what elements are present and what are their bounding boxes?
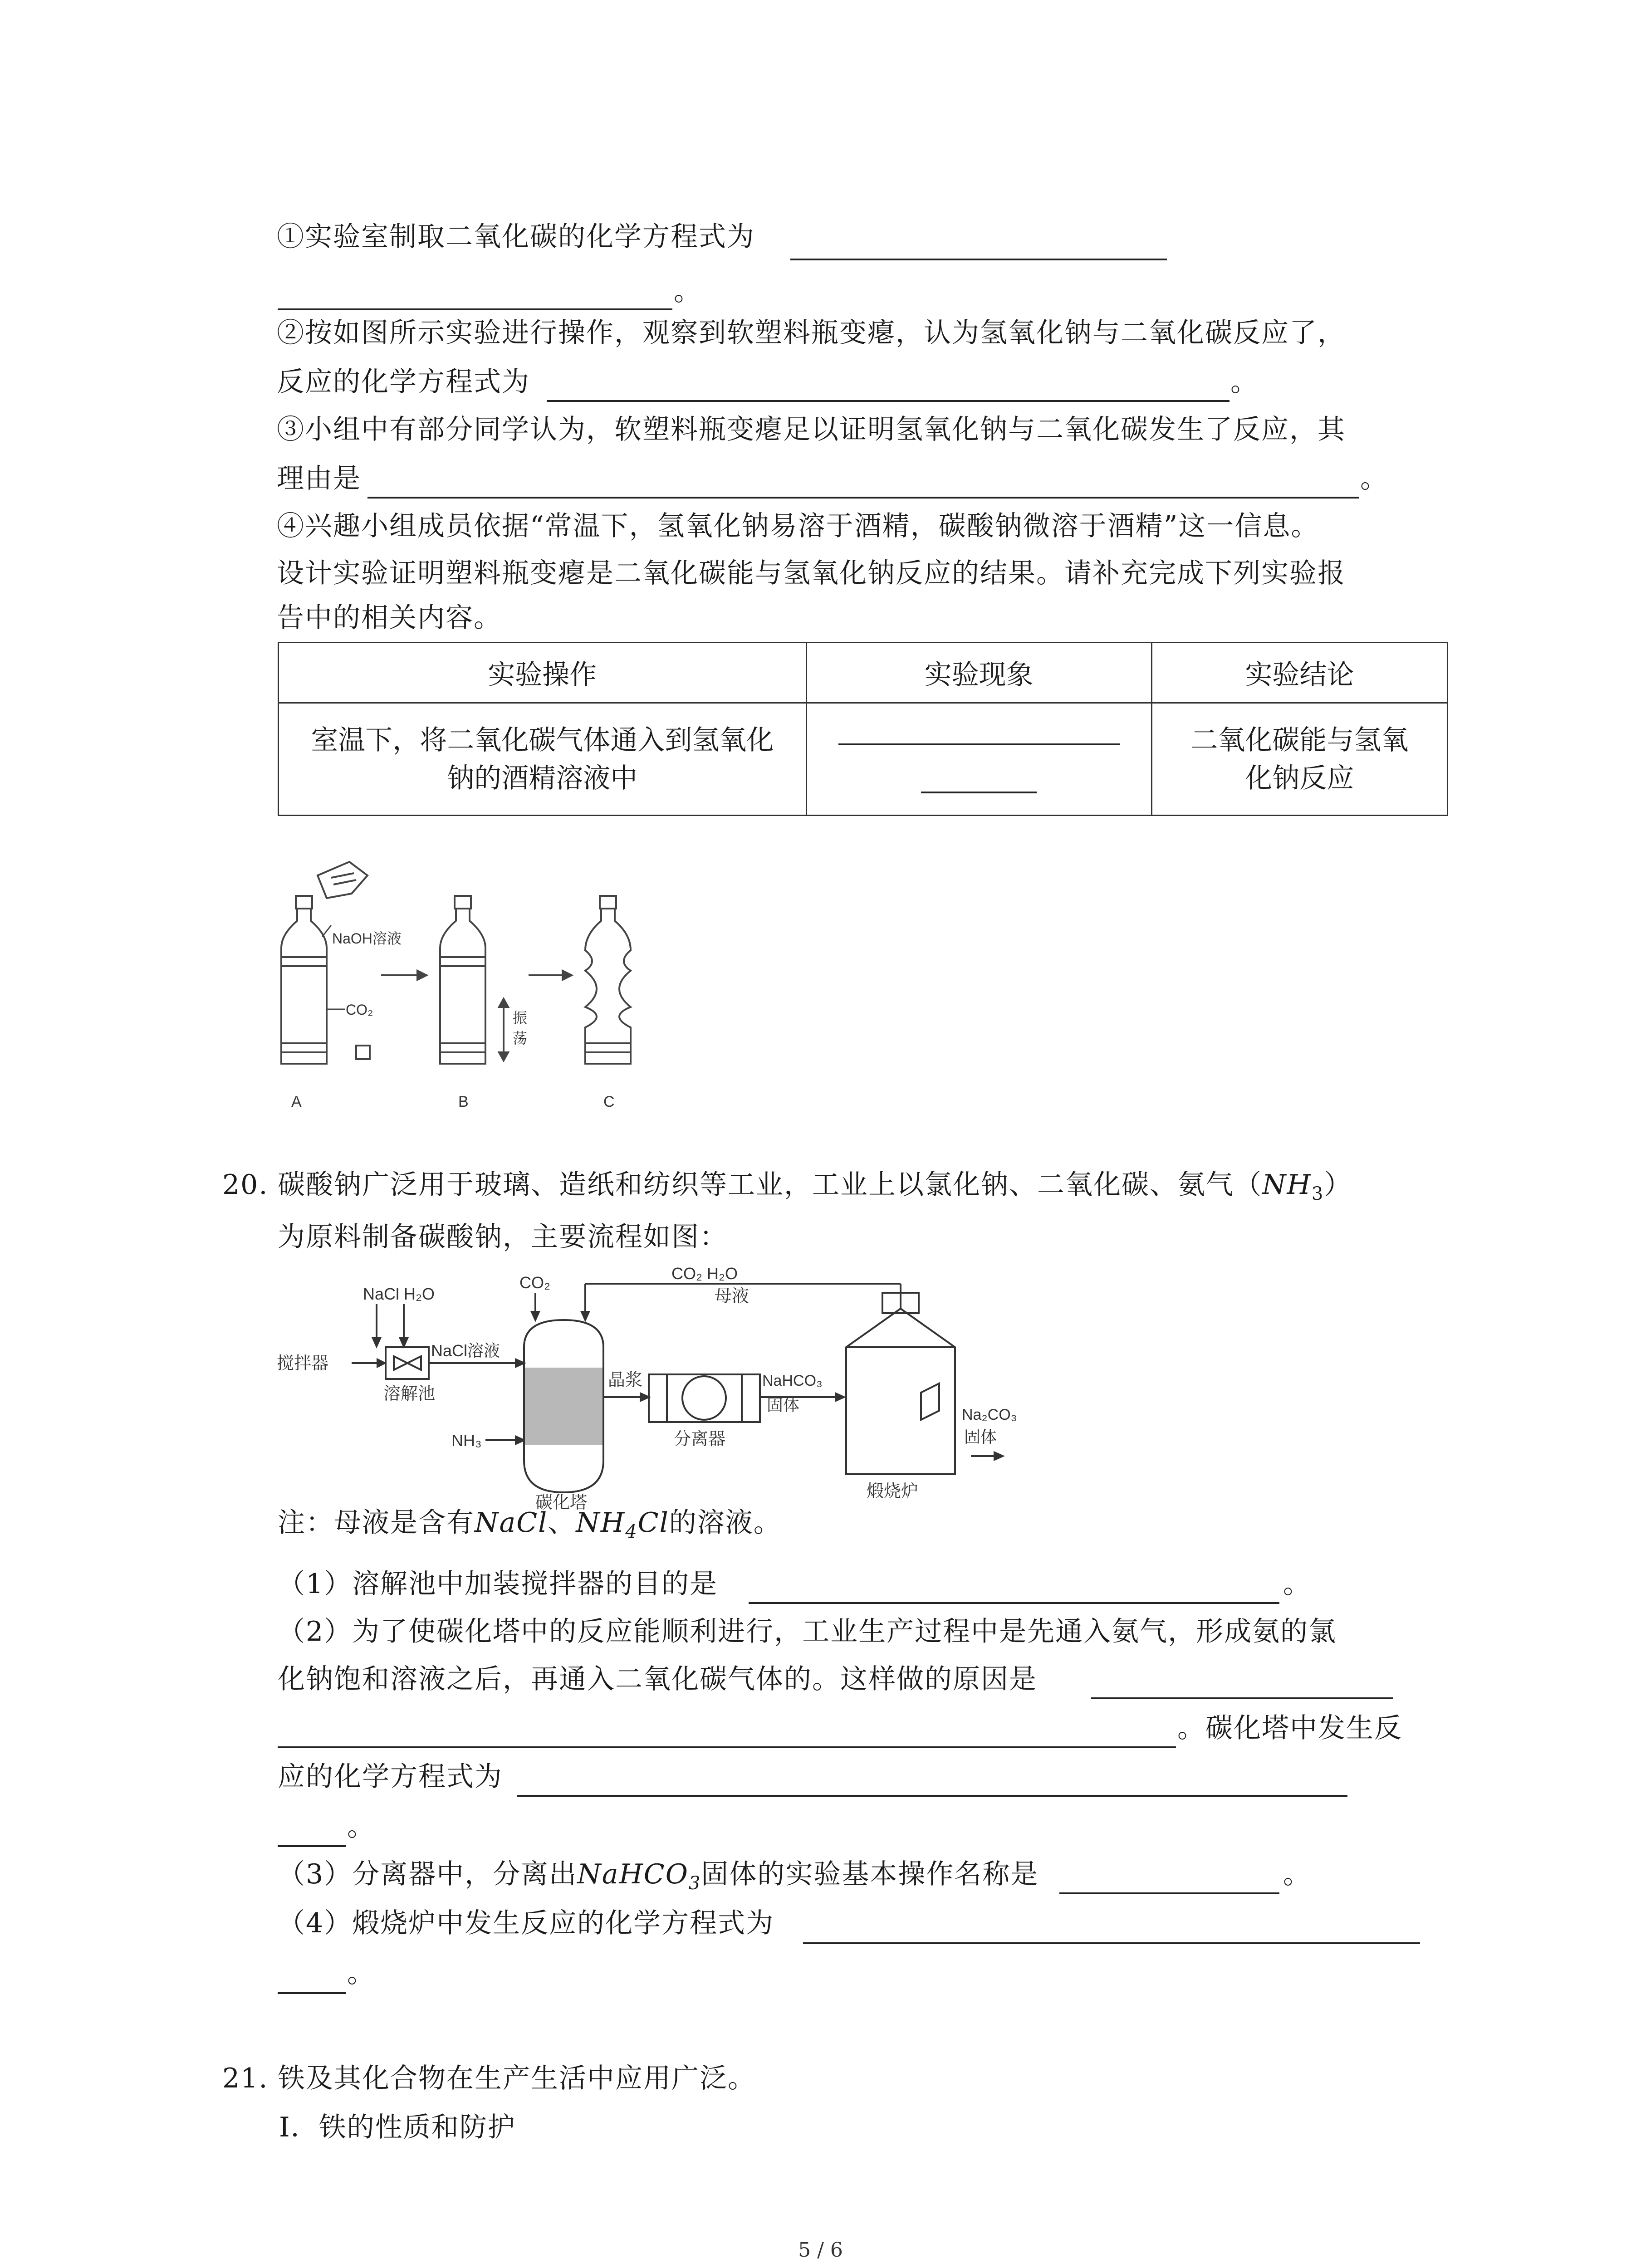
q20-intro-paren: ） bbox=[1324, 1169, 1352, 1201]
answer-blank-1[interactable] bbox=[790, 259, 1167, 260]
beaker-icon bbox=[318, 862, 367, 898]
nacl-solution-label: NaCl溶液 bbox=[431, 1341, 500, 1360]
answer-blank-s2b[interactable] bbox=[278, 1746, 1176, 1748]
answer-blank-s4a[interactable] bbox=[803, 1942, 1420, 1944]
experiment-report-table bbox=[278, 642, 1448, 816]
mother-liquor-label: 母液 bbox=[715, 1287, 749, 1306]
co2-label: CO₂ bbox=[346, 1002, 373, 1018]
q20-note bbox=[278, 1504, 782, 1551]
conclusion-line2: 化钠反应 bbox=[1245, 762, 1354, 794]
answer-blank-3[interactable] bbox=[367, 497, 1359, 499]
naoh-label: NaOH溶液 bbox=[332, 930, 402, 947]
answer-blank-s4b[interactable] bbox=[278, 1992, 346, 1994]
q20-sub3 bbox=[278, 1855, 1038, 1902]
answer-blank-s2d[interactable] bbox=[278, 1845, 346, 1847]
dissolve-pool-label: 溶解池 bbox=[383, 1384, 436, 1403]
bottle-a-icon bbox=[281, 896, 327, 1064]
cell-phenomenon[interactable] bbox=[806, 703, 1151, 816]
note-separator: 、 bbox=[548, 1507, 576, 1539]
bottle-b-icon bbox=[440, 896, 485, 1064]
header-conclusion: 实验结论 bbox=[1151, 643, 1447, 703]
bottle-c-crushed-icon bbox=[585, 896, 631, 1064]
q21-number: 21. bbox=[222, 2063, 269, 2094]
header-phenomenon: 实验现象 bbox=[806, 643, 1151, 703]
label-b: B bbox=[458, 1093, 469, 1110]
nahco3-formula: NaHCO bbox=[577, 1858, 689, 1890]
cell-operation bbox=[279, 703, 807, 816]
nahco3-subscript: 3 bbox=[688, 1873, 701, 1894]
co2-in-label: CO₂ bbox=[519, 1273, 550, 1292]
q19-part4-line2: 设计实验证明塑料瓶变瘪是二氧化碳能与氢氧化钠反应的结果。请补充完成下列实验报 bbox=[277, 557, 1346, 589]
q20-sub4: （4）煅烧炉中发生反应的化学方程式为 bbox=[278, 1907, 774, 1939]
na2co3-label: Na₂CO₃ bbox=[962, 1406, 1017, 1423]
nh4cl-formula-a: NH bbox=[576, 1507, 626, 1539]
nahco3-label: NaHCO₃ bbox=[762, 1372, 823, 1389]
separator-icon bbox=[649, 1374, 760, 1422]
period: 。 bbox=[1360, 463, 1388, 494]
q19-part3-line1: ③小组中有部分同学认为，软塑料瓶变瘪足以证明氢氧化钠与二氧化碳发生了反应，其 bbox=[277, 414, 1346, 445]
answer-blank-2[interactable] bbox=[547, 400, 1230, 402]
nacl-formula: NaCl bbox=[475, 1507, 548, 1539]
nh4cl-subscript: 4 bbox=[625, 1521, 638, 1542]
note-end: 的溶液。 bbox=[669, 1507, 782, 1539]
process-flow-diagram bbox=[272, 1266, 1043, 1510]
q21-subheading: Ⅰ．铁的性质和防护 bbox=[279, 2112, 516, 2143]
cell-conclusion bbox=[1151, 703, 1447, 816]
q20-sub2-line3: 。碳化塔中发生反 bbox=[1177, 1712, 1402, 1744]
furnace-label: 煅烧炉 bbox=[867, 1482, 919, 1501]
period: 。 bbox=[1283, 1568, 1311, 1600]
separator-label: 分离器 bbox=[674, 1430, 726, 1449]
header-operation: 实验操作 bbox=[279, 643, 807, 703]
q19-part2-line2: 反应的化学方程式为 bbox=[277, 366, 530, 398]
nacl-h2o-label: NaCl H₂O bbox=[363, 1285, 435, 1303]
q20-sub2-line2: 化钠饱和溶液之后，再通入二氧化碳气体的。这样做的原因是 bbox=[278, 1663, 1037, 1695]
q20-intro-line2: 为原料制备碳酸钠，主要流程如图： bbox=[278, 1221, 728, 1253]
q19-part2-line1: ②按如图所示实验进行操作，观察到软塑料瓶变瘪，认为氢氧化钠与二氧化碳反应了， bbox=[277, 317, 1346, 349]
period: 。 bbox=[1283, 1858, 1311, 1890]
q20-sub1: （1）溶解池中加装搅拌器的目的是 bbox=[278, 1568, 718, 1600]
operation-line2: 钠的酒精溶液中 bbox=[447, 762, 638, 794]
answer-blank-s1[interactable] bbox=[749, 1602, 1279, 1604]
arrow-icon bbox=[381, 971, 426, 980]
co2-h2o-label: CO₂ H₂O bbox=[671, 1266, 738, 1283]
phenomenon-blank-1[interactable] bbox=[838, 725, 1120, 745]
answer-blank-1b[interactable] bbox=[278, 308, 672, 310]
answer-blank-s2c[interactable] bbox=[517, 1795, 1347, 1797]
nh4cl-formula-b: Cl bbox=[637, 1507, 669, 1539]
answer-blank-s3[interactable] bbox=[1059, 1892, 1279, 1894]
tower-label: 碳化塔 bbox=[535, 1493, 588, 1510]
sub3-text-post: 固体的实验基本操作名称是 bbox=[701, 1858, 1039, 1890]
q19-part4-line1: ④兴趣小组成员依据“常温下，氢氧化钠易溶于酒精，碳酸钠微溶于酒精”这一信息。 bbox=[277, 510, 1319, 542]
q19-part3-line2: 理由是 bbox=[277, 463, 361, 494]
q20-sub2-line4: 应的化学方程式为 bbox=[278, 1761, 503, 1793]
shake-label-1: 振 bbox=[513, 1010, 528, 1026]
shake-label-2: 荡 bbox=[513, 1030, 528, 1046]
label-c: C bbox=[603, 1093, 615, 1110]
phenomenon-blank-2[interactable] bbox=[921, 773, 1037, 793]
arrow-icon bbox=[529, 971, 572, 980]
q20-intro-line1 bbox=[278, 1166, 1352, 1213]
slurry-label: 晶浆 bbox=[608, 1371, 643, 1390]
q20-sub2-line1: （2）为了使碳化塔中的反应能顺利进行，工业生产过程中是先通入氨气，形成氨的氯 bbox=[278, 1616, 1337, 1647]
q21-intro: 铁及其化合物在生产生活中应用广泛。 bbox=[278, 2063, 756, 2094]
page-number: 5 / 6 bbox=[798, 2239, 843, 2262]
period: 。 bbox=[347, 1811, 375, 1843]
sub3-text: （3）分离器中，分离出 bbox=[278, 1858, 578, 1890]
q19-part4-line3: 告中的相关内容。 bbox=[277, 602, 502, 634]
stirrer-label: 搅拌器 bbox=[277, 1354, 329, 1373]
period: 。 bbox=[674, 275, 702, 307]
answer-blank-s2a[interactable] bbox=[1091, 1697, 1393, 1699]
label-a: A bbox=[291, 1093, 302, 1110]
nh3-formula: NH bbox=[1262, 1169, 1312, 1201]
note-text: 注：母液是含有 bbox=[278, 1507, 475, 1539]
q20-intro-text: 碳酸钠广泛用于玻璃、造纸和纺织等工业，工业上以氯化钠、二氧化碳、氨气（ bbox=[278, 1169, 1262, 1201]
q19-part1: ①实验室制取二氧化碳的化学方程式为 bbox=[277, 221, 755, 253]
nh3-label: NH₃ bbox=[451, 1431, 482, 1450]
period: 。 bbox=[347, 1957, 375, 1989]
bottle-experiment-figure bbox=[272, 853, 681, 1125]
nh3-subscript: 3 bbox=[1311, 1183, 1324, 1204]
q20-number: 20. bbox=[222, 1169, 269, 1201]
operation-line1: 室温下，将二氧化碳气体通入到氢氧化 bbox=[311, 724, 774, 756]
solid2-label: 固体 bbox=[964, 1427, 997, 1446]
table-row bbox=[279, 703, 1448, 816]
shake-arrow-icon bbox=[499, 999, 508, 1061]
table-header-row bbox=[279, 643, 1448, 703]
conclusion-line1: 二氧化碳能与氢氧 bbox=[1190, 724, 1409, 756]
cap-icon bbox=[356, 1046, 370, 1059]
solid1-label: 固体 bbox=[767, 1396, 800, 1414]
period: 。 bbox=[1230, 366, 1259, 398]
